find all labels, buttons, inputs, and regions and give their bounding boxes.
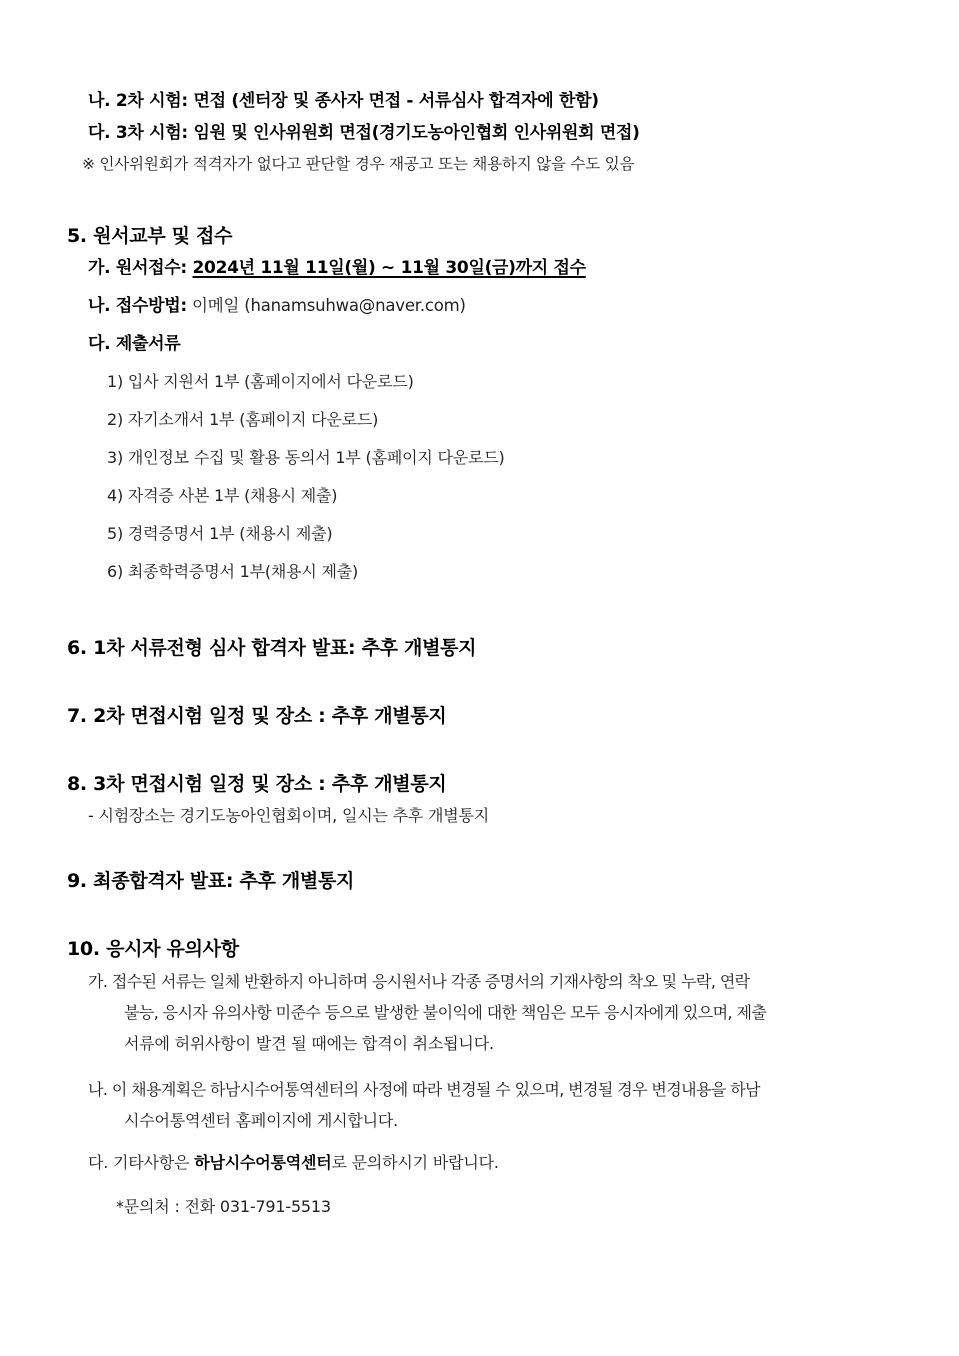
required-documents-heading: 다. 제출서류 bbox=[88, 334, 181, 354]
notice-item-da bbox=[88, 1155, 499, 1171]
document-item: 1) 입사 지원서 1부 (홈페이지에서 다운로드) bbox=[107, 372, 414, 391]
submission-method-value: 이메일 (hanamsuhwa@naver.com) bbox=[191, 296, 466, 315]
notice-item-na bbox=[88, 1074, 888, 1136]
section10-heading: 10. 응시자 유의사항 bbox=[67, 938, 239, 960]
submission-method-label: 나. 접수방법: bbox=[88, 296, 187, 316]
section6-heading: 6. 1차 서류전형 심사 합격자 발표: 추후 개별통지 bbox=[67, 637, 477, 659]
notice-item-na-line2: 시수어통역센터 홈페이지에 게시합니다. bbox=[124, 1111, 399, 1130]
notice-item-ga-line1: 가. 접수된 서류는 일체 반환하지 아니하며 응시원서나 각종 증명서의 기재사항의 착오 및 누락, 연락 bbox=[88, 972, 750, 991]
document-item: 6) 최종학력증명서 1부(채용시 제출) bbox=[107, 562, 359, 581]
section5-heading: 5. 원서교부 및 접수 bbox=[67, 225, 233, 247]
application-period bbox=[88, 260, 586, 277]
application-period-label: 가. 원서접수: bbox=[88, 258, 187, 278]
section7-heading: 7. 2차 면접시험 일정 및 장소 : 추후 개별통지 bbox=[67, 705, 447, 727]
notice-item-da-suffix: 로 문의하시기 바랍니다. bbox=[331, 1153, 499, 1172]
document-item: 4) 자격증 사본 1부 (채용시 제출) bbox=[107, 486, 338, 505]
document-item: 2) 자기소개서 1부 (홈페이지 다운로드) bbox=[107, 410, 379, 429]
committee-note: ※ 인사위원회가 적격자가 없다고 판단할 경우 재공고 또는 채용하지 않을 수도 있음 bbox=[82, 155, 635, 173]
section8-heading: 8. 3차 면접시험 일정 및 장소 : 추후 개별통지 bbox=[67, 773, 447, 795]
exam-stage-3: 다. 3차 시험: 임원 및 인사위원회 면접(경기도농아인협회 인사위원회 면접) bbox=[88, 123, 640, 143]
contact-phone: *문의처 : 전화 031-791-5513 bbox=[116, 1197, 331, 1216]
notice-item-ga-line2: 불능, 응시자 유의사항 미준수 등으로 발생한 불이익에 대한 책임은 모두 응시자에게 있으며, 제출 bbox=[124, 1003, 767, 1022]
notice-item-ga bbox=[88, 966, 888, 1059]
exam-stage-2: 나. 2차 시험: 면접 (센터장 및 종사자 면접 - 서류심사 합격자에 한함) bbox=[88, 91, 599, 111]
application-period-value: 2024년 11월 11일(월) ~ 11월 30일(금)까지 접수 bbox=[192, 258, 586, 278]
submission-method bbox=[88, 298, 466, 315]
notice-item-ga-line3: 서류에 허위사항이 발견 될 때에는 합격이 취소됩니다. bbox=[124, 1034, 494, 1053]
document-item: 5) 경력증명서 1부 (채용시 제출) bbox=[107, 524, 333, 543]
document-item: 3) 개인정보 수집 및 활용 동의서 1부 (홈페이지 다운로드) bbox=[107, 448, 505, 467]
section9-heading: 9. 최종합격자 발표: 추후 개별통지 bbox=[67, 870, 355, 892]
notice-item-na-line1: 나. 이 채용계획은 하남시수어통역센터의 사정에 따라 변경될 수 있으며, 변경될 경우 변경내용을 하남 bbox=[88, 1080, 760, 1099]
center-name-emphasis: 하남시수어통역센터 bbox=[194, 1153, 332, 1172]
section8-note: - 시험장소는 경기도농아인협회이며, 일시는 추후 개별통지 bbox=[88, 806, 490, 825]
notice-item-da-prefix: 다. 기타사항은 bbox=[88, 1153, 195, 1172]
